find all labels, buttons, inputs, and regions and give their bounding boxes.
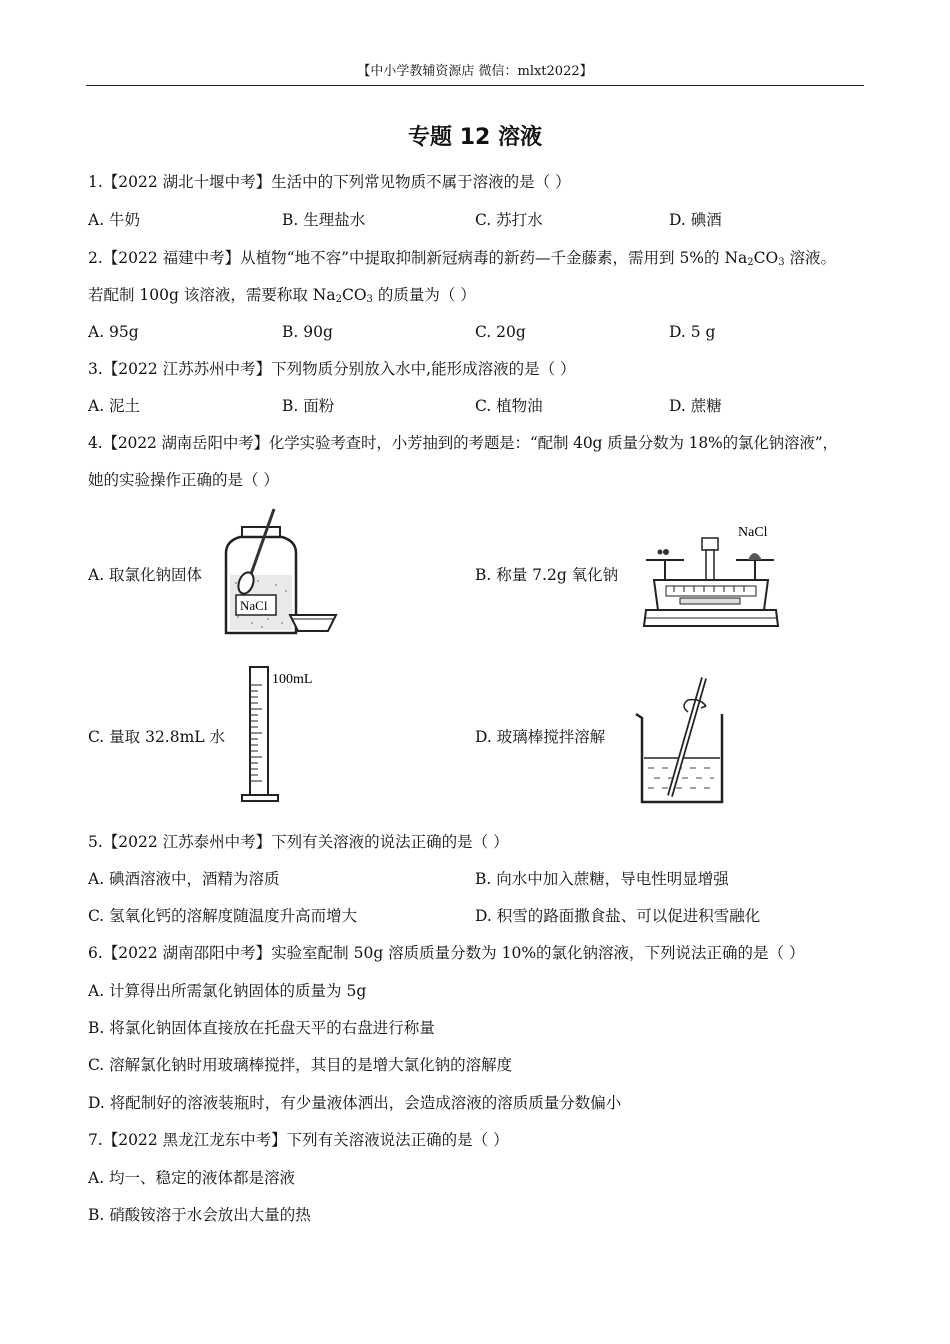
balance-figure (640, 518, 782, 633)
q4-option-a: A. 取氯化钠固体 (88, 566, 203, 584)
q3-option-d: D. 蔗糖 (669, 397, 722, 415)
page-header: 【中小学教辅资源店 微信：mlxt2022】 (86, 60, 864, 86)
graduated-cylinder-figure (238, 665, 328, 807)
q5-option-c: C. 氢氧化钙的溶解度随温度升高而增大 (88, 907, 358, 925)
q1-option-a: A. 牛奶 (88, 211, 141, 229)
balance-label: NaCl (738, 525, 768, 540)
q2-option-b: B. 90g (282, 323, 333, 341)
question-4-stem-line2: 她的实验操作正确的是（ ） (88, 471, 279, 489)
cylinder-label: 100mL (272, 672, 313, 687)
question-2-stem-line2: 若配制 100g 该溶液，需要称取 $Na_2CO_3$ 的质量为（ ） (88, 286, 476, 305)
q3-option-b: B. 面粉 (282, 397, 335, 415)
q3-option-a: A. 泥土 (88, 397, 141, 415)
q4-option-d: D. 玻璃棒搅拌溶解 (475, 728, 606, 746)
q4-option-b: B. 称量 7.2g 氧化钠 (475, 566, 619, 584)
q7-option-b: B. 硝酸铵溶于水会放出大量的热 (88, 1206, 311, 1224)
question-3-stem: 3.【2022 江苏苏州中考】下列物质分别放入水中,能形成溶液的是（ ） (88, 360, 576, 378)
nacl-jar-figure (218, 505, 348, 640)
q1-option-d: D. 碘酒 (669, 211, 722, 229)
q6-option-d: D. 将配制好的溶液装瓶时，有少量液体洒出，会造成溶液的溶质质量分数偏小 (88, 1094, 622, 1112)
question-4-stem-line1: 4.【2022 湖南岳阳中考】化学实验考查时，小芳抽到的考题是：“配制 40g 质量分数为 18%的氯化钠溶液”， (88, 434, 838, 452)
q2-option-a: A. 95g (88, 323, 139, 341)
beaker-stirring-figure (632, 672, 732, 807)
question-7-stem: 7.【2022 黑龙江龙东中考】下列有关溶液说法正确的是（ ） (88, 1131, 509, 1149)
q6-option-b: B. 将氯化钠固体直接放在托盘天平的右盘进行称量 (88, 1019, 435, 1037)
q2-option-d: D. 5 g (669, 323, 716, 341)
q6-option-a: A. 计算得出所需氯化钠固体的质量为 5g (88, 982, 367, 1000)
question-5-stem: 5.【2022 江苏泰州中考】下列有关溶液的说法正确的是（ ） (88, 833, 509, 851)
q6-option-c: C. 溶解氯化钠时用玻璃棒搅拌，其目的是增大氯化钠的溶解度 (88, 1056, 513, 1074)
q5-option-b: B. 向水中加入蔗糖，导电性明显增强 (475, 870, 729, 888)
q7-option-a: A. 均一、稳定的液体都是溶液 (88, 1169, 296, 1187)
question-1-stem: 1.【2022 湖北十堰中考】生活中的下列常见物质不属于溶液的是（ ） (88, 173, 571, 191)
q4-option-c: C. 量取 32.8mL 水 (88, 728, 226, 746)
q1-option-c: C. 苏打水 (475, 211, 543, 229)
q3-option-c: C. 植物油 (475, 397, 543, 415)
q5-option-a: A. 碘酒溶液中，酒精为溶质 (88, 870, 280, 888)
jar-label: NaCl (240, 598, 268, 613)
q5-option-d: D. 积雪的路面撒食盐、可以促进积雪融化 (475, 907, 761, 925)
page-title: 专题 12 溶液 (408, 125, 542, 150)
question-2-stem-line1: 2.【2022 福建中考】从植物“地不容”中提取抑制新冠病毒的新药—千金藤素，需用到 5%的 $Na_2CO_3$ 溶液。 (88, 249, 837, 268)
q2-option-c: C. 20g (475, 323, 526, 341)
q1-option-b: B. 生理盐水 (282, 211, 366, 229)
question-6-stem: 6.【2022 湖南邵阳中考】实验室配制 50g 溶质质量分数为 10%的氯化钠溶液，下列说法正确的是（ ） (88, 944, 805, 962)
